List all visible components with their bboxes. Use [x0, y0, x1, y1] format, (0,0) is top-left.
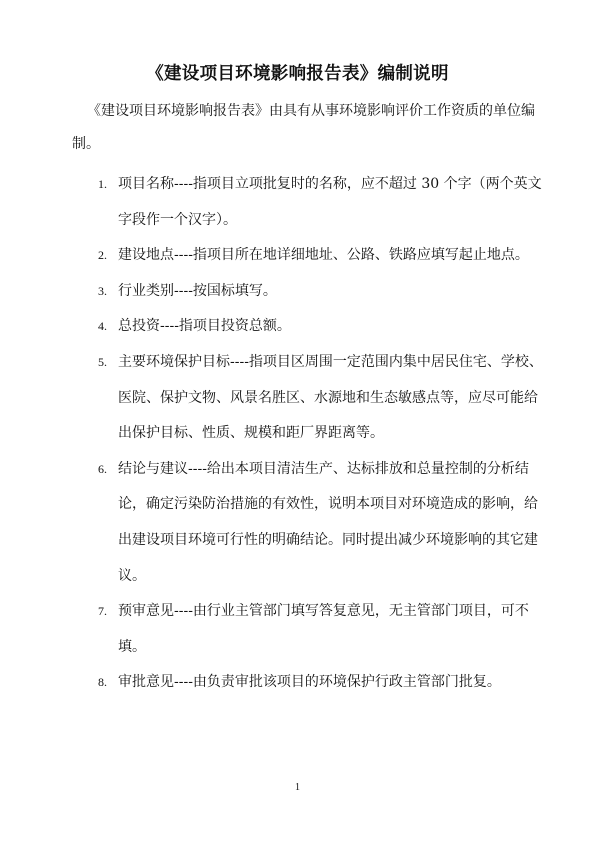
- item-text: 主要环境保护目标----指项目区周围一定范围内集中居民住宅、学校、医院、保护文物、风景名胜区、水源地和生态敏感点等，应尽可能给出保护目标、性质、规模和距厂界距离等。: [118, 353, 543, 442]
- list-item: [0, 452, 595, 594]
- intro-paragraph: 《建设项目环境影响报告表》由具有从事环境影响评价工作资质的单位编制。: [72, 103, 535, 152]
- item-number: 1.: [98, 177, 107, 191]
- item-text: 总投资----指项目投资总额。: [118, 318, 291, 335]
- list-item: [0, 167, 595, 238]
- item-number: 3.: [98, 283, 107, 298]
- list-item: [0, 345, 595, 452]
- item-text: 项目名称----指项目立项批复时的名称，应不超过 30 个字（两个英文字段作一个汉字）。: [118, 176, 542, 228]
- list-item: [0, 274, 595, 310]
- document-title: 《建设项目环境影响报告表》编制说明: [146, 64, 449, 84]
- list-item: [0, 238, 595, 274]
- list-item: [0, 309, 595, 345]
- item-text: 预审意见----由行业主管部门填写答复意见，无主管部门项目，可不填。: [118, 603, 529, 655]
- item-number: 8.: [98, 675, 107, 690]
- item-number: 2.: [98, 248, 107, 263]
- instructions-list: [0, 167, 595, 701]
- item-number: 4.: [98, 319, 107, 334]
- item-number: 5.: [98, 354, 107, 369]
- item-number: 6.: [98, 461, 107, 476]
- item-text: 行业类别----按国标填写。: [118, 282, 277, 299]
- item-text: 结论与建议----给出本项目清洁生产、达标排放和总量控制的分析结论，确定污染防治措施的有效性，说明本项目对环境造成的影响，给出建设项目环境可行性的明确结论。同时提出减少环境影响的其它建议。: [118, 460, 538, 584]
- item-text: 审批意见----由负责审批该项目的环境保护行政主管部门批复。: [118, 674, 501, 691]
- item-number: 7.: [98, 604, 107, 619]
- list-item: [0, 594, 595, 665]
- page-number: 1: [295, 782, 300, 793]
- item-text: 建设地点----指项目所在地详细地址、公路、铁路应填写起止地点。: [118, 247, 529, 264]
- list-item: [0, 665, 595, 701]
